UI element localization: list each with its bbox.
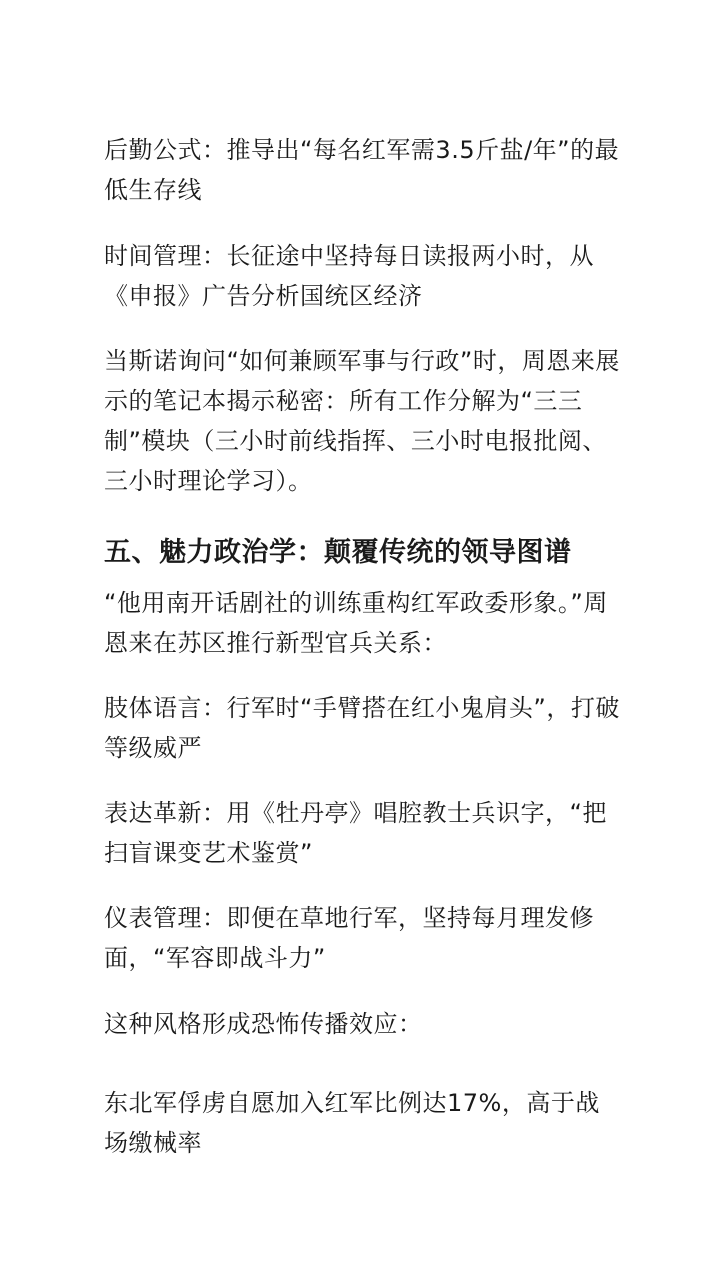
paragraph-effect-intro: 这种风格形成恐怖传播效应： — [104, 1010, 423, 1038]
paragraph-snow-question: 当斯诺询问“如何兼顾军事与行政”时，周恩来展示的笔记本揭示秘密：所有工作分解为“三三制”模块（三小时前线指挥、三小时电报批阅、三小时理论学习）。 — [104, 347, 620, 495]
paragraph-body-language: 肢体语言：行军时“手臂搭在红小鬼肩头”，打破等级威严 — [104, 694, 620, 762]
paragraph-pow-stat: 东北军俘虏自愿加入红军比例达17%，高于战场缴械率 — [104, 1089, 600, 1157]
paragraph-logistics: 后勤公式：推导出“每名红军需3.5斤盐/年”的最低生存线 — [104, 136, 620, 204]
paragraph-expression: 表达革新：用《牡丹亭》唱腔教士兵识字，“把扫盲课变艺术鉴赏” — [104, 799, 607, 867]
paragraph-time-management: 时间管理：长征途中坚持每日读报两小时，从《申报》广告分析国统区经济 — [104, 242, 594, 310]
section-heading: 五、魅力政治学：颠覆传统的领导图谱 — [104, 537, 572, 568]
paragraph-intro: “他用南开话剧社的训练重构红军政委形象。”周恩来在苏区推行新型官兵关系： — [104, 589, 608, 657]
paragraph-appearance: 仪表管理：即便在草地行军，坚持每月理发修面，“军容即战斗力” — [104, 904, 594, 972]
